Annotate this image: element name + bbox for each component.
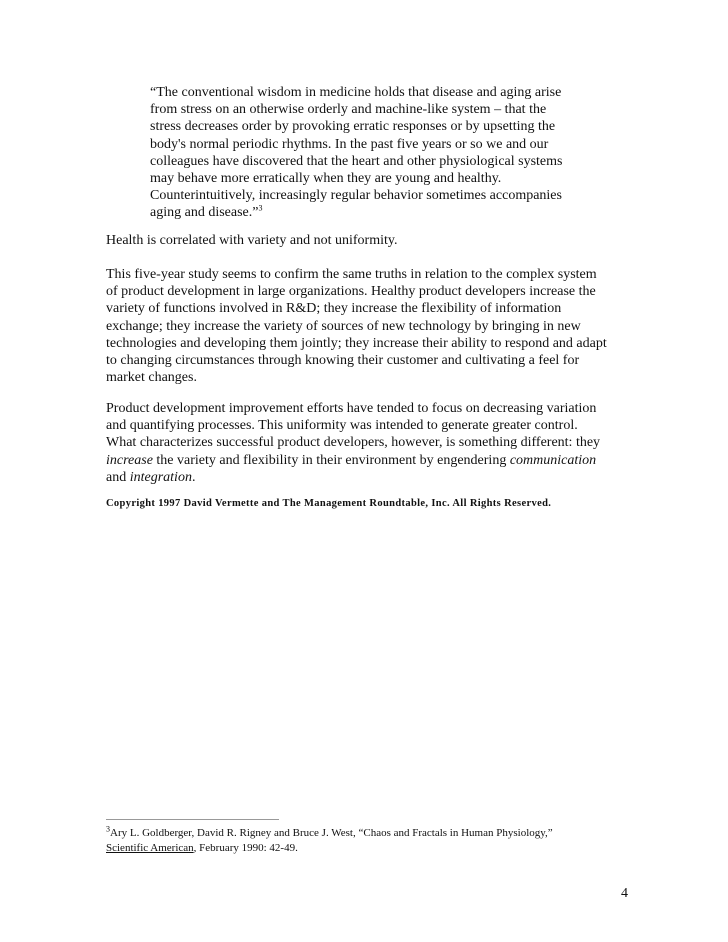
paragraph-line: to changing circumstances through knowing their customer and cultivating a feel for: [106, 353, 580, 369]
paragraph-line: market changes.: [106, 370, 197, 386]
emphasis-increase: increase: [106, 452, 153, 468]
journal-title: Scientific American: [106, 841, 194, 854]
paragraph-text: .: [191, 469, 196, 485]
quote-line: may behave more erratically when they are young and healthy.: [150, 171, 502, 187]
quote-line: “The conventional wisdom in medicine holds that disease and aging arise: [150, 85, 562, 100]
paragraph-improvement: [106, 400, 626, 486]
footnote-line: [106, 841, 626, 856]
paragraph-health: [106, 232, 626, 249]
footnote: [106, 826, 626, 855]
footnote-reference[interactable]: 3: [258, 203, 263, 213]
footnote-number: 3: [106, 824, 110, 834]
quote-line: Counterintuitively, increasingly regular behavior sometimes accompanies: [150, 188, 562, 204]
paragraph-line: Product development improvement efforts have tended to focus on decreasing variation: [106, 401, 597, 416]
paragraph-line: and quantifying processes. This uniformity was intended to generate greater control.: [106, 418, 578, 434]
emphasis-communication: communication: [509, 452, 597, 468]
footnote-text: Ary L. Goldberger, David R. Rigney and Bruce J. West, “Chaos and Fractals in Human Physiology,”: [110, 827, 553, 839]
footnote-divider: [106, 819, 279, 820]
emphasis-integration: integration: [129, 469, 192, 485]
paragraph-line: [106, 469, 626, 486]
footnote-text: , February 1990: 42-49.: [193, 841, 298, 854]
page-number: 4: [621, 886, 628, 901]
quote-line: from stress on an otherwise orderly and machine-like system – that the: [150, 102, 547, 118]
paragraph-line: variety of functions involved in R&D; they increase the flexibility of information: [106, 301, 562, 317]
quote-line: body's normal periodic rhythms. In the past five years or so we and our: [150, 136, 549, 152]
quote-line: stress decreases order by provoking erratic responses or by upsetting the: [150, 119, 556, 135]
paragraph-text: and: [106, 469, 130, 485]
paragraph-study: [106, 266, 626, 386]
footnote-line: [106, 826, 626, 841]
quote-line-last: [150, 204, 590, 221]
paragraph-line: exchange; they increase the variety of sources of new technology by bringing in new: [106, 318, 581, 334]
paragraph-line: of product development in large organizations. Healthy product developers increase the: [106, 284, 596, 300]
block-quote: [150, 84, 590, 222]
quote-line-text: aging and disease.”: [150, 205, 259, 221]
paragraph-line: What characterizes successful product developers, however, is something different: they: [106, 435, 601, 451]
paragraph-line: technologies and developing them jointly; they increase their ability to respond and adapt: [106, 335, 607, 351]
quote-line: colleagues have discovered that the heart and other physiological systems: [150, 153, 563, 169]
paragraph-line: Health is correlated with variety and not uniformity.: [106, 233, 398, 248]
paragraph-line: This five-year study seems to confirm the same truths in relation to the complex system: [106, 267, 597, 282]
paragraph-line: [106, 452, 626, 469]
copyright-notice: Copyright 1997 David Vermette and The Management Roundtable, Inc. All Rights Reserved.: [106, 498, 552, 509]
paragraph-text: the variety and flexibility in their environment by engendering: [152, 452, 510, 468]
